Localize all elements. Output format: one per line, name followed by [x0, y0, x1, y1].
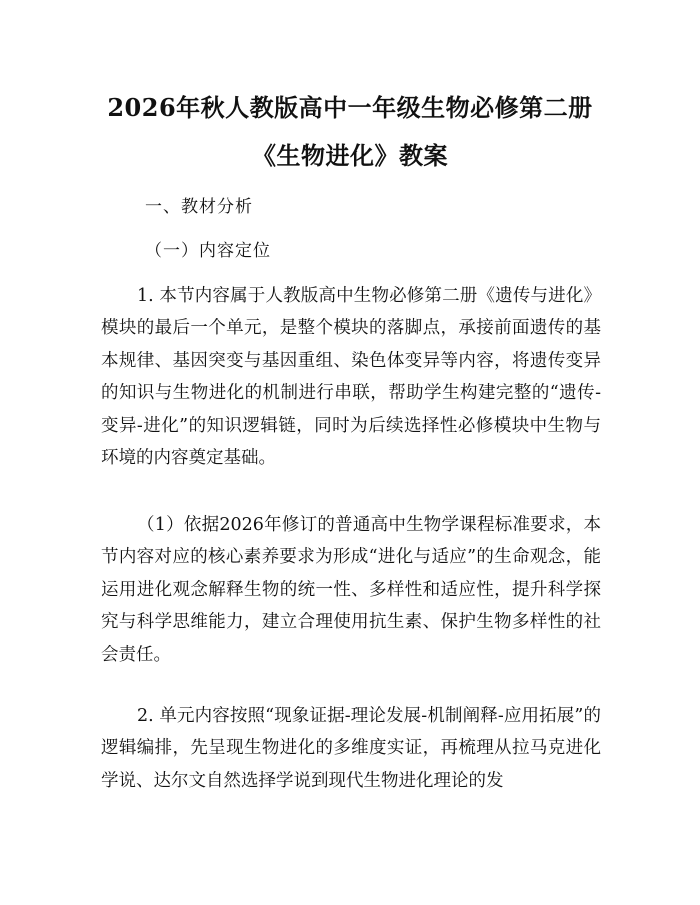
document-title-line-1: 2026年秋人教版高中一年级生物必修第二册 — [107, 93, 593, 122]
body-paragraph: 1. 本节内容属于人教版高中生物必修第二册《遗传与进化》模块的最后一个单元，是整个模块的落脚点，承接前面遗传的基本规律、基因突变与基因重组、染色体变异等内容，将遗传变异的知识与生物进化的机制进行串联，帮助学生构建完整的“遗传-变异-进化”的知识逻辑链，同时为后续选择性必修模块中生物与环境的内容奠定基础。 — [101, 286, 601, 469]
body-paragraph: 2. 单元内容按照“现象证据-理论发展-机制阐释-应用拓展”的逻辑编排，先呈现生物进化的多维度实证，再梳理从拉马克进化学说、达尔文自然选择学说到现代生物进化理论的发 — [101, 706, 601, 791]
document-title-line-2: 《生物进化》教案 — [252, 141, 448, 170]
subsection-heading: （一）内容定位 — [145, 241, 271, 261]
body-paragraph: （1）依据2026年修订的普通高中生物学课程标准要求，本节内容对应的核心素养要求为形成“进化与适应”的生命观念，能运用进化观念解释生物的统一性、多样性和适应性，提升科学探究与科学思维能力，建立合理使用抗生素、保护生物多样性的社会责任。 — [101, 515, 601, 665]
section-heading: 一、教材分析 — [145, 197, 253, 217]
